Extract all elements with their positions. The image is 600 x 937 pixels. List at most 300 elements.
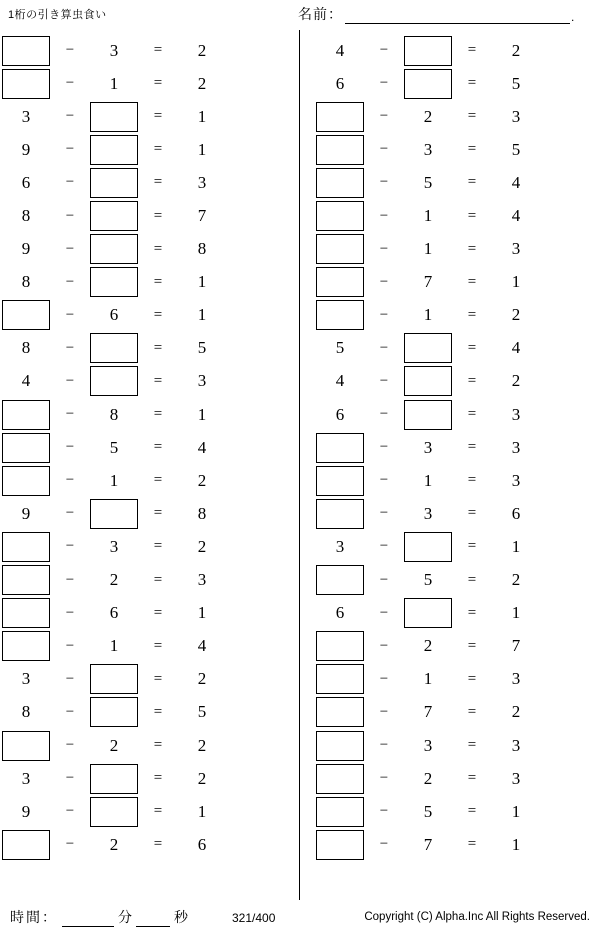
minus-sign: − bbox=[379, 141, 389, 158]
equals-sign: = bbox=[153, 604, 163, 621]
answer-box-operand-a bbox=[0, 466, 52, 496]
time-label: 時間： bbox=[10, 909, 58, 925]
minus-sign: − bbox=[379, 803, 389, 820]
result-number: 5 bbox=[511, 139, 521, 159]
blank-input[interactable] bbox=[316, 830, 364, 860]
answer-box-operand-a bbox=[0, 731, 52, 761]
blank-input[interactable] bbox=[404, 69, 452, 99]
equals-sign: = bbox=[153, 803, 163, 820]
result-value bbox=[490, 669, 542, 689]
result-value bbox=[176, 371, 228, 391]
result-value bbox=[490, 537, 542, 557]
equals-sign: = bbox=[153, 372, 163, 389]
operand-b-value: 5 bbox=[423, 801, 433, 821]
operand-b-value: 6 bbox=[109, 603, 119, 623]
problem-row bbox=[0, 266, 285, 299]
equals-sign: = bbox=[467, 406, 477, 423]
minus-sign: − bbox=[379, 703, 389, 720]
equals-sign: = bbox=[467, 108, 477, 125]
answer-box-operand-b bbox=[402, 366, 454, 396]
minus-sign: − bbox=[379, 538, 389, 555]
blank-input[interactable] bbox=[316, 234, 364, 264]
answer-box-operand-b bbox=[88, 168, 140, 198]
equals-sign: = bbox=[467, 505, 477, 522]
result-number: 3 bbox=[511, 239, 521, 259]
problem-row bbox=[314, 597, 584, 630]
operand-b-value: 8 bbox=[109, 404, 119, 424]
minus-sign: − bbox=[379, 604, 389, 621]
equals-sign: = bbox=[153, 703, 163, 720]
operand-b bbox=[402, 140, 454, 160]
answer-box-operand-b bbox=[402, 598, 454, 628]
operand-b bbox=[88, 305, 140, 325]
problem-row bbox=[314, 133, 584, 166]
answer-box-operand-b bbox=[402, 333, 454, 363]
minus-sign: − bbox=[65, 637, 75, 654]
equals-sign: = bbox=[467, 273, 477, 290]
blank-input[interactable] bbox=[2, 69, 50, 99]
result-number: 1 bbox=[197, 272, 207, 292]
minus-sign: − bbox=[379, 372, 389, 389]
operand-b bbox=[88, 537, 140, 557]
problem-row bbox=[314, 762, 584, 795]
problem-row bbox=[0, 630, 285, 663]
result-value bbox=[490, 206, 542, 226]
operand-b-value: 2 bbox=[109, 570, 119, 590]
problem-row bbox=[0, 398, 285, 431]
operand-b bbox=[402, 504, 454, 524]
page-footer bbox=[0, 905, 600, 931]
blank-input[interactable] bbox=[90, 201, 138, 231]
answer-box-operand-a bbox=[314, 433, 366, 463]
equals-sign: = bbox=[153, 538, 163, 555]
blank-input[interactable] bbox=[316, 135, 364, 165]
equals-sign: = bbox=[467, 207, 477, 224]
blank-input[interactable] bbox=[316, 201, 364, 231]
operand-b-value: 3 bbox=[109, 536, 119, 556]
result-value bbox=[490, 504, 542, 524]
blank-input[interactable] bbox=[90, 135, 138, 165]
answer-box-operand-b bbox=[88, 697, 140, 727]
result-value bbox=[490, 636, 542, 656]
result-number: 1 bbox=[197, 106, 207, 126]
minus-sign: − bbox=[65, 406, 75, 423]
minus-sign: − bbox=[65, 703, 75, 720]
problem-row bbox=[314, 696, 584, 729]
answer-box-operand-b bbox=[88, 499, 140, 529]
answer-box-operand-a bbox=[0, 300, 52, 330]
blank-input[interactable] bbox=[316, 499, 364, 529]
seconds-input[interactable] bbox=[136, 911, 170, 927]
blank-input[interactable] bbox=[316, 168, 364, 198]
result-value bbox=[176, 537, 228, 557]
result-number: 7 bbox=[511, 636, 521, 656]
result-value bbox=[176, 603, 228, 623]
problem-row bbox=[314, 266, 584, 299]
equals-sign: = bbox=[153, 141, 163, 158]
problem-row bbox=[0, 365, 285, 398]
copyright-notice: Copyright (C) Alpha.Inc All Rights Reserved. bbox=[364, 911, 590, 923]
result-value bbox=[176, 305, 228, 325]
answer-box-operand-a bbox=[0, 36, 52, 66]
operand-b bbox=[402, 570, 454, 590]
result-value bbox=[176, 405, 228, 425]
operand-b bbox=[402, 802, 454, 822]
blank-input[interactable] bbox=[90, 168, 138, 198]
result-number: 1 bbox=[511, 834, 521, 854]
operand-a-value: 6 bbox=[335, 603, 345, 623]
blank-input[interactable] bbox=[316, 565, 364, 595]
operand-b bbox=[402, 835, 454, 855]
minus-sign: − bbox=[65, 108, 75, 125]
blank-input[interactable] bbox=[90, 764, 138, 794]
operand-b bbox=[402, 173, 454, 193]
result-number: 6 bbox=[197, 834, 207, 854]
operand-b-value: 2 bbox=[109, 735, 119, 755]
minus-sign: − bbox=[379, 770, 389, 787]
answer-box-operand-b bbox=[402, 400, 454, 430]
equals-sign: = bbox=[153, 240, 163, 257]
result-value bbox=[490, 769, 542, 789]
result-value bbox=[176, 107, 228, 127]
result-value bbox=[176, 504, 228, 524]
operand-b bbox=[402, 769, 454, 789]
operand-a bbox=[0, 802, 52, 822]
result-value bbox=[176, 669, 228, 689]
equals-sign: = bbox=[153, 207, 163, 224]
blank-input[interactable] bbox=[316, 433, 364, 463]
result-number: 4 bbox=[511, 172, 521, 192]
result-number: 1 bbox=[197, 801, 207, 821]
answer-box-operand-b bbox=[88, 366, 140, 396]
blank-input[interactable] bbox=[90, 499, 138, 529]
result-value bbox=[176, 173, 228, 193]
answer-box-operand-a bbox=[314, 102, 366, 132]
problem-row bbox=[0, 464, 285, 497]
result-value bbox=[490, 140, 542, 160]
result-number: 1 bbox=[511, 801, 521, 821]
minus-sign: − bbox=[379, 836, 389, 853]
problem-row bbox=[0, 67, 285, 100]
operand-b-value: 3 bbox=[423, 437, 433, 457]
result-number: 4 bbox=[197, 636, 207, 656]
blank-input[interactable] bbox=[404, 532, 452, 562]
minutes-unit-label: 分 bbox=[118, 909, 132, 925]
blank-input[interactable] bbox=[316, 797, 364, 827]
problem-row bbox=[314, 729, 584, 762]
operand-a-value: 8 bbox=[21, 206, 31, 226]
operand-a-value: 8 bbox=[21, 272, 31, 292]
result-number: 2 bbox=[197, 470, 207, 490]
result-value bbox=[490, 272, 542, 292]
equals-sign: = bbox=[467, 339, 477, 356]
result-value bbox=[490, 603, 542, 623]
page-number: 321/400 bbox=[232, 911, 276, 925]
operand-b bbox=[402, 702, 454, 722]
result-value bbox=[490, 835, 542, 855]
equals-sign: = bbox=[467, 670, 477, 687]
equals-sign: = bbox=[153, 42, 163, 59]
operand-b bbox=[88, 603, 140, 623]
blank-input[interactable] bbox=[90, 697, 138, 727]
problem-row bbox=[314, 828, 584, 861]
result-value bbox=[490, 173, 542, 193]
answer-box-operand-a bbox=[314, 499, 366, 529]
blank-input[interactable] bbox=[316, 764, 364, 794]
problem-row bbox=[314, 431, 584, 464]
minus-sign: − bbox=[379, 240, 389, 257]
blank-input[interactable] bbox=[2, 598, 50, 628]
blank-input[interactable] bbox=[316, 731, 364, 761]
blank-input[interactable] bbox=[316, 466, 364, 496]
answer-box-operand-b bbox=[402, 69, 454, 99]
answer-box-operand-a bbox=[314, 664, 366, 694]
result-value bbox=[490, 570, 542, 590]
blank-input[interactable] bbox=[90, 333, 138, 363]
result-value bbox=[176, 239, 228, 259]
equals-sign: = bbox=[153, 406, 163, 423]
operand-b bbox=[88, 736, 140, 756]
operand-a bbox=[0, 140, 52, 160]
equals-sign: = bbox=[153, 737, 163, 754]
operand-b bbox=[402, 206, 454, 226]
minus-sign: − bbox=[65, 737, 75, 754]
answer-box-operand-a bbox=[314, 731, 366, 761]
operand-b bbox=[402, 669, 454, 689]
result-number: 7 bbox=[197, 206, 207, 226]
operand-a bbox=[0, 272, 52, 292]
problem-row bbox=[314, 497, 584, 530]
blank-input[interactable] bbox=[90, 234, 138, 264]
minus-sign: − bbox=[379, 42, 389, 59]
operand-b-value: 2 bbox=[423, 768, 433, 788]
blank-input[interactable] bbox=[404, 333, 452, 363]
problem-row bbox=[0, 795, 285, 828]
result-number: 3 bbox=[511, 106, 521, 126]
answer-box-operand-a bbox=[314, 697, 366, 727]
problem-row bbox=[0, 696, 285, 729]
operand-a bbox=[314, 603, 366, 623]
answer-box-operand-b bbox=[88, 664, 140, 694]
result-value bbox=[490, 239, 542, 259]
operand-b-value: 1 bbox=[109, 636, 119, 656]
answer-box-operand-a bbox=[314, 300, 366, 330]
result-number: 2 bbox=[511, 702, 521, 722]
blank-input[interactable] bbox=[90, 102, 138, 132]
operand-b bbox=[88, 405, 140, 425]
blank-input[interactable] bbox=[90, 267, 138, 297]
result-number: 8 bbox=[197, 239, 207, 259]
blank-input[interactable] bbox=[2, 565, 50, 595]
problem-row bbox=[314, 564, 584, 597]
blank-input[interactable] bbox=[316, 664, 364, 694]
operand-b-value: 6 bbox=[109, 305, 119, 325]
minus-sign: − bbox=[65, 240, 75, 257]
problem-row bbox=[314, 299, 584, 332]
operand-a-value: 4 bbox=[335, 371, 345, 391]
result-value bbox=[176, 769, 228, 789]
problem-row bbox=[0, 828, 285, 861]
result-number: 4 bbox=[511, 206, 521, 226]
equals-sign: = bbox=[467, 703, 477, 720]
result-value bbox=[490, 107, 542, 127]
answer-box-operand-a bbox=[0, 69, 52, 99]
problem-row bbox=[0, 34, 285, 67]
problem-row bbox=[0, 299, 285, 332]
result-value bbox=[176, 272, 228, 292]
blank-input[interactable] bbox=[2, 631, 50, 661]
minus-sign: − bbox=[379, 174, 389, 191]
name-input[interactable] bbox=[345, 7, 570, 24]
answer-box-operand-a bbox=[0, 433, 52, 463]
operand-a-value: 4 bbox=[21, 371, 31, 391]
blank-input[interactable] bbox=[2, 400, 50, 430]
problem-row bbox=[0, 100, 285, 133]
operand-b bbox=[88, 570, 140, 590]
equals-sign: = bbox=[467, 836, 477, 853]
problem-columns bbox=[0, 30, 600, 900]
result-number: 2 bbox=[197, 40, 207, 60]
problem-row bbox=[0, 332, 285, 365]
equals-sign: = bbox=[153, 108, 163, 125]
problem-row bbox=[314, 530, 584, 563]
result-number: 1 bbox=[511, 272, 521, 292]
minus-sign: − bbox=[379, 571, 389, 588]
blank-input[interactable] bbox=[316, 697, 364, 727]
name-label: 名前： bbox=[298, 6, 343, 22]
operand-a-value: 6 bbox=[335, 404, 345, 424]
minus-sign: − bbox=[379, 406, 389, 423]
result-number: 6 bbox=[511, 503, 521, 523]
problem-row bbox=[314, 199, 584, 232]
answer-box-operand-b bbox=[88, 764, 140, 794]
operand-b-value: 5 bbox=[423, 570, 433, 590]
equals-sign: = bbox=[467, 604, 477, 621]
blank-input[interactable] bbox=[404, 400, 452, 430]
result-number: 3 bbox=[197, 371, 207, 391]
answer-box-operand-b bbox=[88, 797, 140, 827]
operand-a bbox=[314, 41, 366, 61]
minutes-input[interactable] bbox=[62, 911, 114, 927]
problem-row bbox=[314, 365, 584, 398]
equals-sign: = bbox=[153, 770, 163, 787]
operand-b-value: 3 bbox=[423, 503, 433, 523]
blank-input[interactable] bbox=[404, 36, 452, 66]
blank-input[interactable] bbox=[316, 267, 364, 297]
blank-input[interactable] bbox=[90, 366, 138, 396]
result-value bbox=[176, 41, 228, 61]
answer-box-operand-b bbox=[88, 234, 140, 264]
operand-a bbox=[314, 74, 366, 94]
blank-input[interactable] bbox=[2, 466, 50, 496]
blank-input[interactable] bbox=[90, 797, 138, 827]
minus-sign: − bbox=[379, 505, 389, 522]
equals-sign: = bbox=[153, 439, 163, 456]
result-number: 4 bbox=[511, 338, 521, 358]
blank-input[interactable] bbox=[90, 664, 138, 694]
blank-input[interactable] bbox=[2, 36, 50, 66]
equals-sign: = bbox=[467, 141, 477, 158]
result-number: 2 bbox=[197, 73, 207, 93]
operand-b bbox=[88, 636, 140, 656]
blank-input[interactable] bbox=[316, 102, 364, 132]
operand-b-value: 1 bbox=[423, 206, 433, 226]
operand-a-value: 9 bbox=[21, 239, 31, 259]
answer-box-operand-a bbox=[0, 631, 52, 661]
equals-sign: = bbox=[467, 439, 477, 456]
operand-a bbox=[0, 107, 52, 127]
minus-sign: − bbox=[65, 770, 75, 787]
result-number: 3 bbox=[511, 404, 521, 424]
result-value bbox=[490, 438, 542, 458]
minus-sign: − bbox=[65, 141, 75, 158]
result-value bbox=[490, 41, 542, 61]
result-number: 2 bbox=[197, 536, 207, 556]
equals-sign: = bbox=[467, 372, 477, 389]
blank-input[interactable] bbox=[316, 300, 364, 330]
blank-input[interactable] bbox=[404, 366, 452, 396]
blank-input[interactable] bbox=[2, 830, 50, 860]
answer-box-operand-b bbox=[88, 333, 140, 363]
blank-input[interactable] bbox=[2, 433, 50, 463]
answer-box-operand-b bbox=[88, 102, 140, 132]
operand-b bbox=[402, 636, 454, 656]
operand-a bbox=[314, 371, 366, 391]
result-number: 3 bbox=[197, 172, 207, 192]
result-value bbox=[176, 736, 228, 756]
equals-sign: = bbox=[153, 836, 163, 853]
blank-input[interactable] bbox=[316, 631, 364, 661]
minus-sign: − bbox=[65, 505, 75, 522]
equals-sign: = bbox=[153, 306, 163, 323]
result-number: 1 bbox=[197, 603, 207, 623]
operand-a-value: 9 bbox=[21, 503, 31, 523]
result-value bbox=[176, 74, 228, 94]
operand-b bbox=[402, 736, 454, 756]
operand-a-value: 8 bbox=[21, 338, 31, 358]
name-field-group bbox=[298, 4, 574, 24]
blank-input[interactable] bbox=[2, 532, 50, 562]
equals-sign: = bbox=[153, 75, 163, 92]
blank-input[interactable] bbox=[2, 731, 50, 761]
minus-sign: − bbox=[65, 174, 75, 191]
minus-sign: − bbox=[65, 75, 75, 92]
answer-box-operand-b bbox=[88, 135, 140, 165]
problem-row bbox=[314, 166, 584, 199]
result-value bbox=[176, 702, 228, 722]
blank-input[interactable] bbox=[404, 598, 452, 628]
result-value bbox=[176, 438, 228, 458]
answer-box-operand-a bbox=[314, 764, 366, 794]
answer-box-operand-a bbox=[314, 201, 366, 231]
result-number: 5 bbox=[511, 73, 521, 93]
operand-b-value: 3 bbox=[109, 40, 119, 60]
minus-sign: − bbox=[65, 339, 75, 356]
problem-row bbox=[0, 762, 285, 795]
operand-b bbox=[402, 438, 454, 458]
answer-box-operand-a bbox=[314, 135, 366, 165]
result-number: 1 bbox=[197, 139, 207, 159]
operand-b bbox=[88, 41, 140, 61]
problem-row bbox=[0, 497, 285, 530]
problem-row bbox=[0, 133, 285, 166]
operand-a-value: 9 bbox=[21, 801, 31, 821]
blank-input[interactable] bbox=[2, 300, 50, 330]
result-value bbox=[490, 702, 542, 722]
operand-b-value: 1 bbox=[423, 239, 433, 259]
minus-sign: − bbox=[65, 670, 75, 687]
problem-row bbox=[0, 663, 285, 696]
